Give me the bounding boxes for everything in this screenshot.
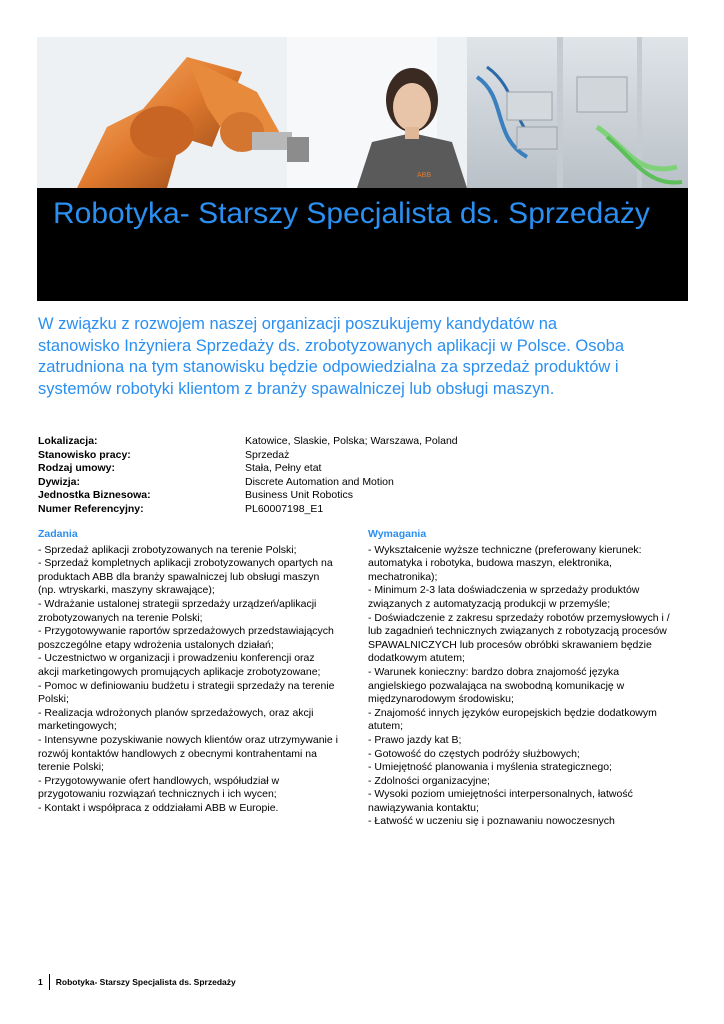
task-item: - Kontakt i współpraca z oddziałami ABB w Europie.	[38, 801, 279, 814]
details-value: Sprzedaż	[245, 448, 290, 461]
title-band	[37, 188, 688, 301]
abb-logo-text: ABB	[417, 172, 432, 179]
page-footer	[38, 974, 236, 990]
requirement-item: - Znajomość innych języków europejskich będzie dodatkowym atutem;	[368, 706, 657, 733]
requirements-heading: Wymagania	[368, 528, 427, 540]
task-item: - Pomoc w definiowaniu budżetu i strategii sprzedaży na terenie Polski;	[38, 679, 335, 706]
task-item: - Przygotowywanie ofert handlowych, współudział w przygotowaniu rozwiązań technicznych i ich wycen;	[38, 774, 280, 801]
task-item: - Sprzedaż aplikacji zrobotyzowanych na terenie Polski;	[38, 543, 297, 556]
intro-text: W związku z rozwojem naszej organizacji poszukujemy kandydatów na stanowisko Inżyniera Sprzedaży ds. zrobotyzowanych aplikacji w Polsce. Osoba zatrudniona na tym stanowisku będzie odpowiedzialna za sprzedaż produktów i systemów robotyki klientom z branży spawalniczej lub obsługi maszyn.	[38, 315, 625, 398]
details-label: Numer Referencyjny:	[38, 502, 144, 515]
requirement-item: - Zdolności organizacyjne;	[368, 774, 490, 787]
requirement-item: - Wysoki poziom umiejętności interpersonalnych, łatwość nawiązywania kontaktu;	[368, 788, 633, 814]
requirement-item: - Wykształcenie wyższe techniczne (preferowany kierunek: automatyka i robotyka, budowa maszyn, elektronika, mechatronika);	[368, 543, 642, 583]
task-item: - Przygotowywanie raportów sprzedażowych przedstawiających poszczególne etapy wdrożenia ustalonych działań;	[38, 625, 334, 651]
requirements-section	[368, 528, 678, 829]
task-item: - Uczestnictwo w organizacji i prowadzeniu konferencji oraz akcji marketingowych promujących aplikacje zrobotyzowane;	[38, 652, 321, 678]
details-label: Jednostka Biznesowa:	[38, 489, 151, 501]
details-label: Dywizja:	[38, 475, 81, 488]
requirement-item: - Warunek konieczny: bardzo dobra znajomość języka angielskiego pozwalająca na swobodną komunikację w międzynarodowym środowisku;	[368, 665, 625, 706]
header-photo	[37, 37, 688, 188]
task-item: - Wdrażanie ustalonej strategii sprzedaży urządzeń/aplikacji zrobotyzowanych na terenie Polski;	[38, 597, 317, 624]
tasks-heading: Zadania	[38, 528, 78, 540]
page-title: Robotyka- Starszy Specjalista ds. Sprzedaży	[53, 197, 650, 230]
task-item: - Realizacja wdrożonych planów sprzedażowych, oraz akcji marketingowych;	[38, 706, 314, 733]
tasks-section	[38, 528, 338, 815]
job-details-table	[38, 435, 678, 516]
robot-workcell-illustration	[37, 37, 688, 188]
requirement-item: - Gotowość do częstych podróży służbowych;	[368, 747, 580, 760]
requirement-item: - Minimum 2-3 lata doświadczenia w sprzedaży produktów związanych z automatyzacją produkcji w przemyśle;	[368, 584, 640, 610]
details-row	[38, 449, 678, 463]
details-value: Stała, Pełny etat	[245, 462, 322, 474]
details-row	[38, 462, 678, 476]
task-item: - Intensywne pozyskiwanie nowych klientów oraz utrzymywanie i rozwój kontaktów handlowych z obecnymi kontrahentami na terenie Polski;	[38, 733, 338, 774]
footer-title: Robotyka- Starszy Specjalista ds. Sprzedaży	[55, 977, 236, 987]
requirement-item: - Umiejętność planowania i myślenia strategicznego;	[368, 761, 612, 774]
details-row	[38, 503, 678, 517]
details-row	[38, 435, 678, 449]
details-value: Discrete Automation and Motion	[245, 475, 394, 488]
details-row	[38, 476, 678, 490]
details-label: Lokalizacja:	[38, 435, 98, 447]
requirement-item: - Łatwość w uczeniu się i poznawaniu nowoczesnych	[368, 815, 615, 828]
details-value: Katowice, Slaskie, Polska; Warszawa, Poland	[245, 435, 458, 447]
details-value: Business Unit Robotics	[245, 489, 353, 501]
details-label: Stanowisko pracy:	[38, 448, 131, 461]
details-value: PL60007198_E1	[245, 502, 324, 515]
details-row	[38, 489, 678, 503]
requirement-item: - Doświadczenie z zakresu sprzedaży robotów przemysłowych i / lub zagadnień technicznych związanych z robotyzacją procesów SPAWALNICZYCH lub procesów obróbki skrawaniem będzie dodatkowym atutem;	[368, 611, 670, 665]
details-label: Rodzaj umowy:	[38, 462, 116, 474]
requirement-item: - Prawo jazdy kat B;	[368, 733, 462, 746]
page-number: 1	[38, 977, 43, 987]
footer-divider	[49, 974, 50, 990]
task-item: - Sprzedaż kompletnych aplikacji zrobotyzowanych opartych na produktach ABB dla branży spawalniczej lub obsługi maszyn (np. wtryskarki, maszyny skrawające);	[38, 557, 333, 597]
